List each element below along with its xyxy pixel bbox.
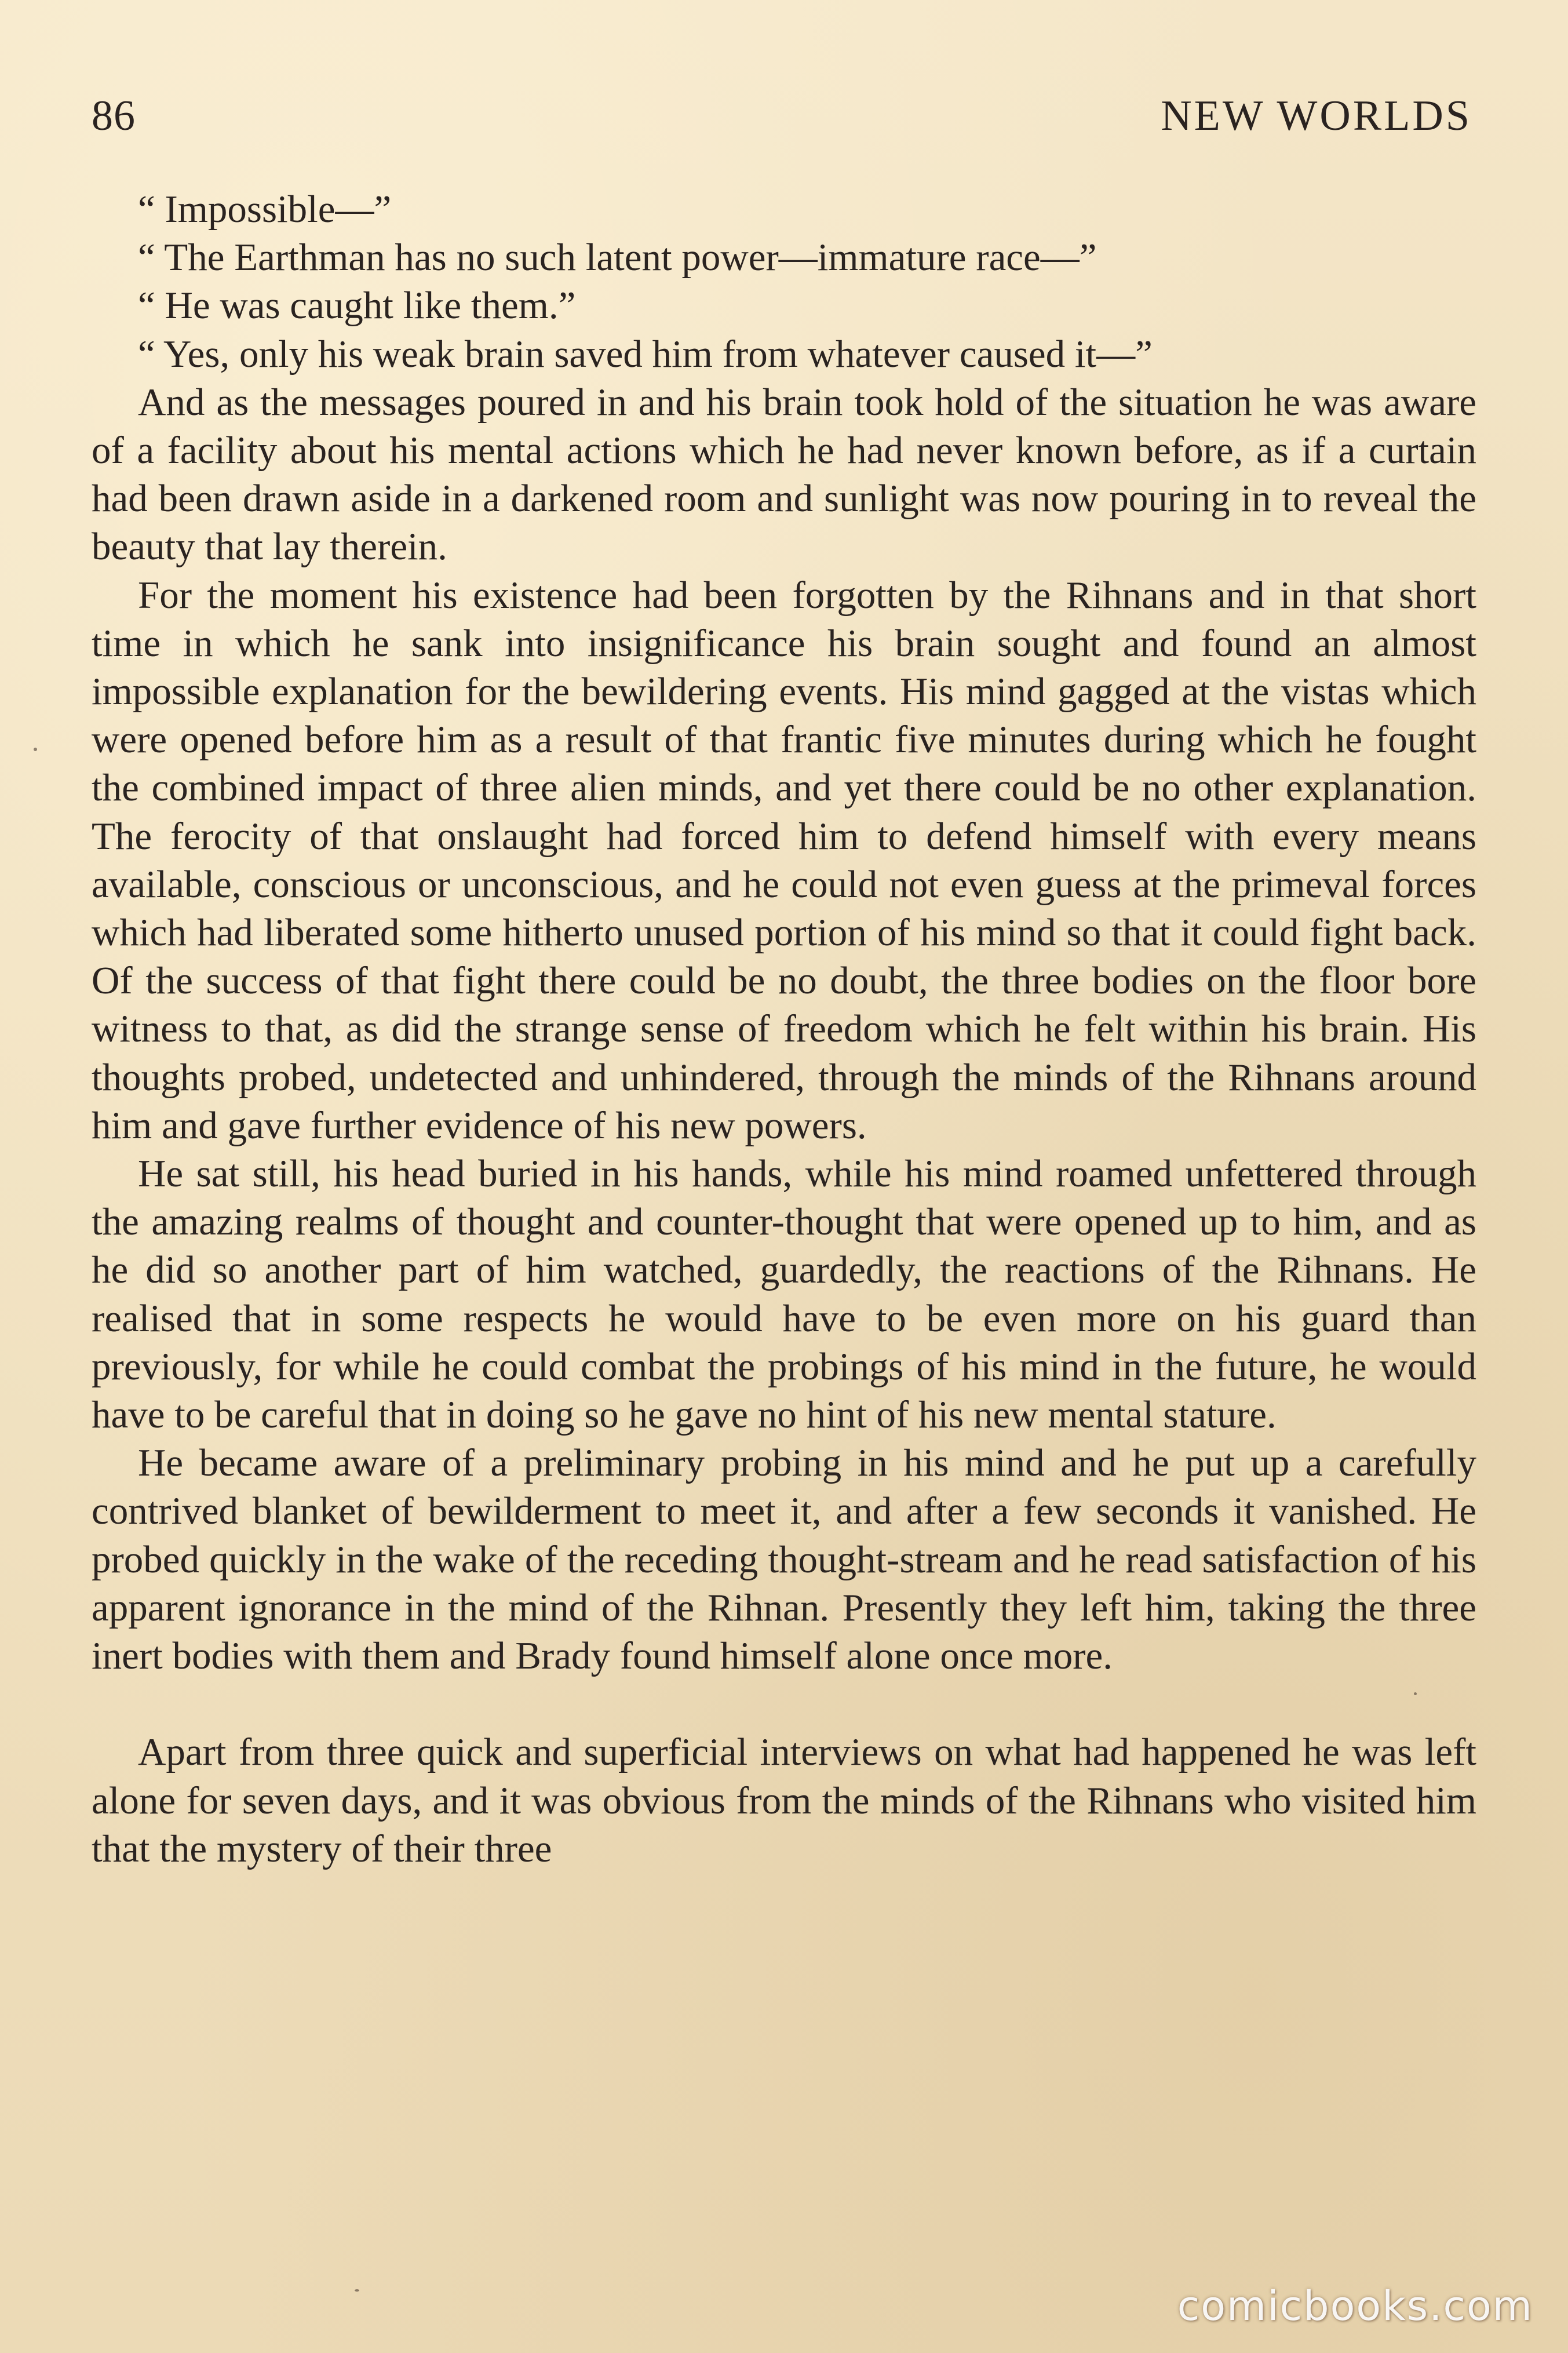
body-text xyxy=(92,185,1476,1873)
dialogue-line: “ The Earthman has no such latent power—immature race—” xyxy=(138,236,1097,279)
paper-speck xyxy=(355,2289,359,2292)
paragraph: He sat still, his head buried in his hands, while his mind roamed unfettered through the amazing realms of thought and counter-thought that were opened up to him, and as he did so another part of him watched, guardedly, the reactions of the Rihnans. He realised that in some respects he would have to be even more on his guard than previously, for while he could combat the probings of his mind in the future, he would have to be careful that in doing so he gave no hint of his new mental stature. xyxy=(92,1152,1476,1437)
paragraph: And as the messages poured in and his brain took hold of the situation he was aware of a facility about his mental actions which he had never known before, as if a curtain had been drawn aside in a darkened room and sunlight was now pouring in to reveal the beauty that lay therein. xyxy=(92,380,1476,569)
dialogue-line: “ He was caught like them.” xyxy=(138,284,576,327)
watermark: comicbooks.com xyxy=(1177,2282,1533,2330)
running-head xyxy=(92,87,1472,145)
paragraph: For the moment his existence had been forgotten by the Rihnans and in that short time in which he sank into insignificance his brain sought and found an almost impossible explanation for the bewildering events. His mind gagged at the vistas which were opened before him as a result of that frantic five minutes during which he fought the combined impact of three alien minds, and yet there could be no other explanation. The ferocity of that onslaught had forced him to defend himself with every means available, conscious or unconscious, and he could not even guess at the primeval forces which had liberated some hitherto unused portion of his mind so that it could fight back. Of the success of that fight there could be no doubt, the three bodies on the floor bore witness to that, as did the strange sense of freedom which he felt within his brain. His thoughts probed, undetected and unhindered, through the minds of the Rihnans around him and gave further evidence of his new powers. xyxy=(92,573,1476,1147)
dialogue-line: “ Impossible—” xyxy=(138,188,392,231)
paper-speck xyxy=(34,748,37,751)
paragraph: Apart from three quick and superficial interviews on what had happened he was left alone for seven days, and it was obvious from the minds of the Rihnans who visited him that the mystery of their three xyxy=(92,1731,1476,1870)
dialogue-line: “ Yes, only his weak brain saved him from whatever caused it—” xyxy=(138,332,1153,376)
paper-speck xyxy=(1414,1692,1417,1695)
running-title: NEW WORLDS xyxy=(1161,92,1472,140)
paragraph: He became aware of a preliminary probing in his mind and he put up a carefully contrived blanket of bewilderment to meet it, and after a few seconds it vanished. He probed quickly in the wake of the receding thought-stream and he read satisfaction of his apparent ignorance in the mind of the Rihnan. Presently they left him, taking the three inert bodies with them and Brady found himself alone once more. xyxy=(92,1441,1476,1678)
page-number: 86 xyxy=(92,92,136,140)
